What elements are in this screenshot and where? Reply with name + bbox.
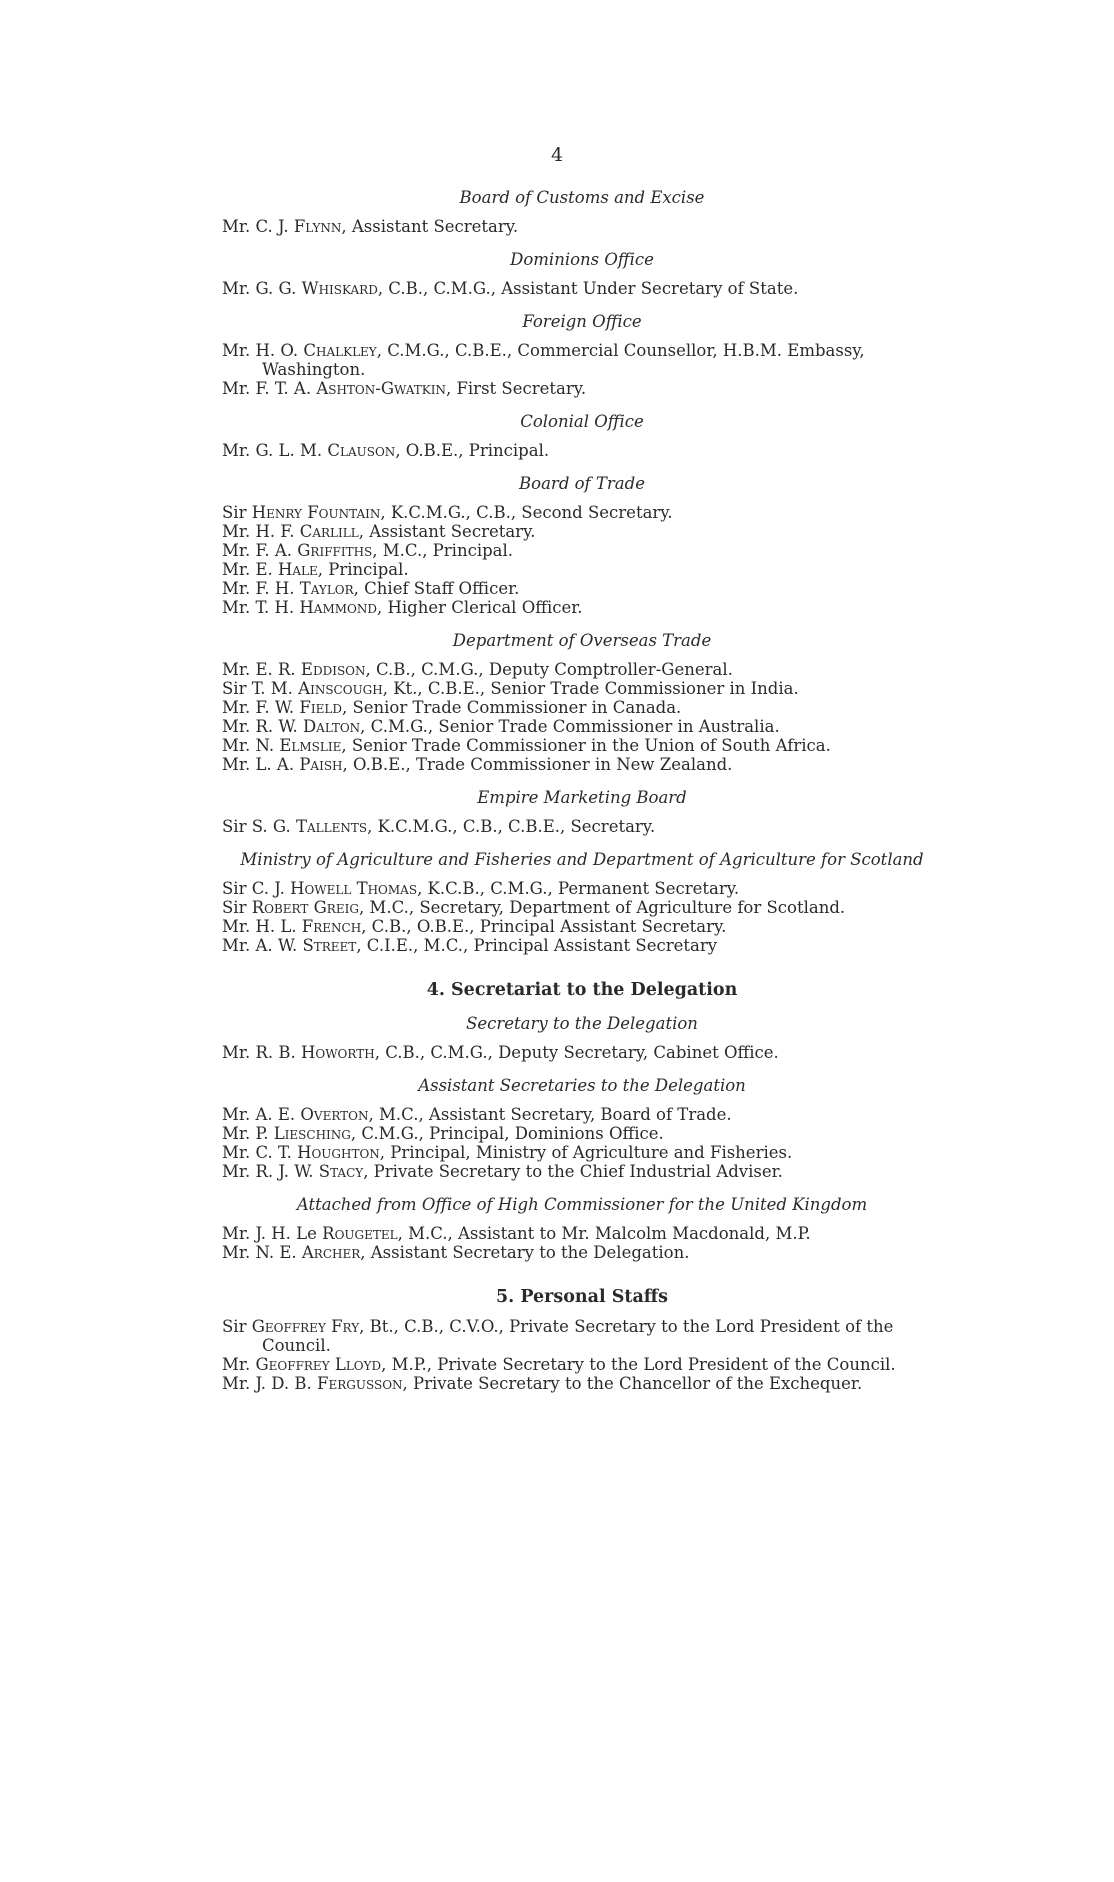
entry-surname: Street xyxy=(302,936,357,955)
spacer xyxy=(222,1214,942,1224)
entry-prefix: Sir C. J. xyxy=(222,879,291,898)
entry-surname: Geoffrey Fry xyxy=(251,1317,360,1336)
spacer xyxy=(222,298,942,312)
entry-line xyxy=(222,698,942,717)
entry-details: , C.M.G., C.B.E., Commercial Counsellor, H.B.M. Embassy, Washington. xyxy=(262,341,865,379)
entry-line xyxy=(222,755,942,774)
spacer xyxy=(222,1262,942,1288)
entry-prefix: Mr. F. A. xyxy=(222,541,298,560)
entry-line xyxy=(222,579,942,598)
section-heading: Empire Marketing Board xyxy=(477,788,687,807)
entry-details: , Kt., C.B.E., Senior Trade Commissioner in India. xyxy=(382,679,799,698)
entry-details: , M.P., Private Secretary to the Lord President of the Council. xyxy=(381,1355,896,1374)
entry-details: , C.M.G., Senior Trade Commissioner in Australia. xyxy=(360,717,780,736)
entry-surname: Carlill xyxy=(299,522,359,541)
entry-surname: Fergusson xyxy=(317,1374,403,1393)
entry-prefix: Mr. P. xyxy=(222,1124,274,1143)
entry-details: , C.B., C.M.G., Assistant Under Secretary of State. xyxy=(377,279,799,298)
document-body xyxy=(222,188,942,1393)
entry-surname: Field xyxy=(299,698,342,717)
entry-line xyxy=(222,1124,942,1143)
entry-line xyxy=(222,541,942,560)
entry-line xyxy=(222,1243,942,1262)
entry-details: , C.B., C.M.G., Deputy Comptroller-General. xyxy=(365,660,733,679)
entry-details: , Senior Trade Commissioner in Canada. xyxy=(341,698,682,717)
entry-details: , Higher Clerical Officer. xyxy=(377,598,583,617)
entry-prefix: Mr. R. J. W. xyxy=(222,1162,319,1181)
entry-line xyxy=(222,817,942,836)
entry-prefix: Mr. N. E. xyxy=(222,1243,302,1262)
entry-surname: Hale xyxy=(278,560,318,579)
spacer xyxy=(222,431,942,441)
entry-prefix: Mr. xyxy=(222,1355,256,1374)
entry-prefix: Mr. J. D. B. xyxy=(222,1374,318,1393)
entry-details: , O.B.E., Trade Commissioner in New Zealand. xyxy=(342,755,733,774)
section-heading: Foreign Office xyxy=(522,312,642,331)
entry-details: , Principal. xyxy=(317,560,409,579)
entry-surname: Flynn xyxy=(293,217,342,236)
section-heading: Board of Trade xyxy=(519,474,645,493)
entry-surname: Eddison xyxy=(300,660,366,679)
spacer xyxy=(222,207,942,217)
entry-surname: Ainscough xyxy=(298,679,383,698)
entry-surname: Hammond xyxy=(299,598,378,617)
entry-line xyxy=(222,917,942,936)
entry-prefix: Mr. F. T. A. xyxy=(222,379,317,398)
spacer xyxy=(222,617,942,631)
entry-line xyxy=(222,1105,942,1124)
entry-details: , Assistant Secretary to the Delegation. xyxy=(360,1243,690,1262)
entry-line xyxy=(222,1374,942,1393)
entry-surname: Elmslie xyxy=(279,736,342,755)
entry-prefix: Mr. F. W. xyxy=(222,698,300,717)
entry-surname: Overton xyxy=(300,1105,369,1124)
entry-details: , C.I.E., M.C., Principal Assistant Secretary xyxy=(356,936,718,955)
entry-surname: Henry Fountain xyxy=(251,503,381,522)
entry-surname: Stacy xyxy=(318,1162,364,1181)
entry-details: , K.C.M.G., C.B., C.B.E., Secretary. xyxy=(367,817,656,836)
page-number: 4 xyxy=(550,144,564,166)
entry-surname: Houghton xyxy=(297,1143,380,1162)
section-heading: Ministry of Agriculture and Fisheries and Department of Agriculture for Scotland xyxy=(240,850,924,869)
spacer xyxy=(222,1033,942,1043)
spacer xyxy=(222,869,942,879)
entry-prefix: Mr. N. xyxy=(222,736,280,755)
section-heading: Dominions Office xyxy=(510,250,654,269)
entry-surname: Griffiths xyxy=(297,541,373,560)
entry-line xyxy=(222,879,942,898)
entry-prefix: Mr. A. W. xyxy=(222,936,303,955)
entry-details: , C.B., O.B.E., Principal Assistant Secretary. xyxy=(361,917,727,936)
entry-line xyxy=(222,441,942,460)
entry-details: , K.C.M.G., C.B., Second Secretary. xyxy=(380,503,673,522)
entry-prefix: Mr. H. F. xyxy=(222,522,300,541)
entry-prefix: Mr. E. xyxy=(222,560,278,579)
entry-details: , O.B.E., Principal. xyxy=(395,441,550,460)
entry-line xyxy=(222,1043,942,1062)
entry-surname: French xyxy=(301,917,362,936)
spacer xyxy=(222,836,942,850)
entry-line xyxy=(222,522,942,541)
entry-prefix: Mr. R. W. xyxy=(222,717,303,736)
entry-line xyxy=(222,1355,942,1374)
entry-surname: Taylor xyxy=(299,579,354,598)
entry-prefix: Mr. C. J. xyxy=(222,217,294,236)
entry-line xyxy=(222,1224,942,1243)
entry-surname: Paish xyxy=(299,755,343,774)
entry-prefix: Mr. G. L. M. xyxy=(222,441,328,460)
entry-line xyxy=(222,279,942,298)
spacer xyxy=(222,493,942,503)
spacer xyxy=(222,1062,942,1076)
entry-line xyxy=(222,898,942,917)
entry-prefix: Mr. G. G. xyxy=(222,279,302,298)
spacer xyxy=(222,807,942,817)
entry-details: , Principal, Ministry of Agriculture and Fisheries. xyxy=(379,1143,793,1162)
entry-details: , Private Secretary to the Chancellor of the Exchequer. xyxy=(402,1374,863,1393)
entry-details: , M.C., Assistant to Mr. Malcolm Macdonald, M.P. xyxy=(397,1224,811,1243)
entry-details: , Assistant Secretary. xyxy=(341,217,519,236)
entry-line xyxy=(222,217,942,236)
entry-surname: Tallents xyxy=(296,817,368,836)
entry-prefix: Mr. J. H. Le xyxy=(222,1224,323,1243)
entry-surname: Rougetel xyxy=(322,1224,398,1243)
entry-details: , M.C., Secretary, Department of Agriculture for Scotland. xyxy=(358,898,846,917)
entry-details: , Senior Trade Commissioner in the Union of South Africa. xyxy=(341,736,831,755)
entry-line xyxy=(222,1317,942,1355)
spacer xyxy=(222,460,942,474)
entry-surname: Howorth xyxy=(301,1043,375,1062)
spacer xyxy=(222,650,942,660)
entry-prefix: Mr. L. A. xyxy=(222,755,300,774)
entry-details: , M.C., Principal. xyxy=(372,541,514,560)
entry-prefix: Mr. H. O. xyxy=(222,341,304,360)
spacer xyxy=(222,331,942,341)
entry-prefix: Mr. H. L. xyxy=(222,917,302,936)
entry-prefix: Mr. F. H. xyxy=(222,579,300,598)
entry-details: , Bt., C.B., C.V.O., Private Secretary to the Lord President of the Council. xyxy=(262,1317,894,1355)
spacer xyxy=(222,1095,942,1105)
spacer xyxy=(222,1307,942,1317)
entry-surname: Ashton-Gwatkin xyxy=(316,379,446,398)
entry-details: , First Secretary. xyxy=(445,379,587,398)
spacer xyxy=(222,1000,942,1014)
entry-details: , K.C.B., C.M.G., Permanent Secretary. xyxy=(417,879,740,898)
section-heading: Department of Overseas Trade xyxy=(452,631,712,650)
entry-line xyxy=(222,736,942,755)
entry-details: , C.B., C.M.G., Deputy Secretary, Cabinet Office. xyxy=(374,1043,779,1062)
entry-surname: Geoffrey Lloyd xyxy=(255,1355,382,1374)
spacer xyxy=(222,269,942,279)
entry-line xyxy=(222,341,942,379)
entry-surname: Clauson xyxy=(327,441,396,460)
entry-line xyxy=(222,660,942,679)
spacer xyxy=(222,398,942,412)
part-4-title: 4. Secretariat to the Delegation xyxy=(426,980,738,1000)
entry-surname: Chalkley xyxy=(303,341,377,360)
entry-line xyxy=(222,717,942,736)
entry-prefix: Sir xyxy=(222,898,252,917)
section-heading: Board of Customs and Excise xyxy=(459,188,705,207)
entry-line xyxy=(222,503,942,522)
entry-prefix: Mr. E. R. xyxy=(222,660,301,679)
subsection-heading: Secretary to the Delegation xyxy=(466,1014,698,1033)
subsection-heading: Assistant Secretaries to the Delegation xyxy=(418,1076,746,1095)
entry-line xyxy=(222,679,942,698)
entry-prefix: Mr. C. T. xyxy=(222,1143,298,1162)
entry-line xyxy=(222,379,942,398)
entry-surname: Dalton xyxy=(302,717,361,736)
entry-details: , Chief Staff Officer. xyxy=(353,579,520,598)
entry-details: , Assistant Secretary. xyxy=(358,522,536,541)
entry-prefix: Mr. A. E. xyxy=(222,1105,301,1124)
entry-surname: Liesching xyxy=(273,1124,351,1143)
spacer xyxy=(222,774,942,788)
entry-prefix: Sir S. G. xyxy=(222,817,297,836)
entry-details: , Private Secretary to the Chief Industrial Adviser. xyxy=(363,1162,783,1181)
entry-details: , C.M.G., Principal, Dominions Office. xyxy=(350,1124,664,1143)
spacer xyxy=(222,236,942,250)
entry-line xyxy=(222,598,942,617)
entry-prefix: Sir T. M. xyxy=(222,679,299,698)
spacer xyxy=(222,1181,942,1195)
entry-prefix: Sir xyxy=(222,1317,252,1336)
spacer xyxy=(222,955,942,981)
entry-line xyxy=(222,1143,942,1162)
entry-surname: Robert Greig xyxy=(251,898,359,917)
entry-line xyxy=(222,1162,942,1181)
entry-prefix: Sir xyxy=(222,503,252,522)
entry-prefix: Mr. T. H. xyxy=(222,598,300,617)
part-5-title: 5. Personal Staffs xyxy=(495,1287,668,1307)
entry-line xyxy=(222,936,942,955)
entry-surname: Whiskard xyxy=(301,279,378,298)
entry-line xyxy=(222,560,942,579)
entry-surname: Howell Thomas xyxy=(290,879,418,898)
entry-details: , M.C., Assistant Secretary, Board of Trade. xyxy=(368,1105,732,1124)
entry-surname: Archer xyxy=(301,1243,361,1262)
subsection-heading: Attached from Office of High Commissioner for the United Kingdom xyxy=(296,1195,868,1214)
entry-prefix: Mr. R. B. xyxy=(222,1043,301,1062)
section-heading: Colonial Office xyxy=(520,412,644,431)
